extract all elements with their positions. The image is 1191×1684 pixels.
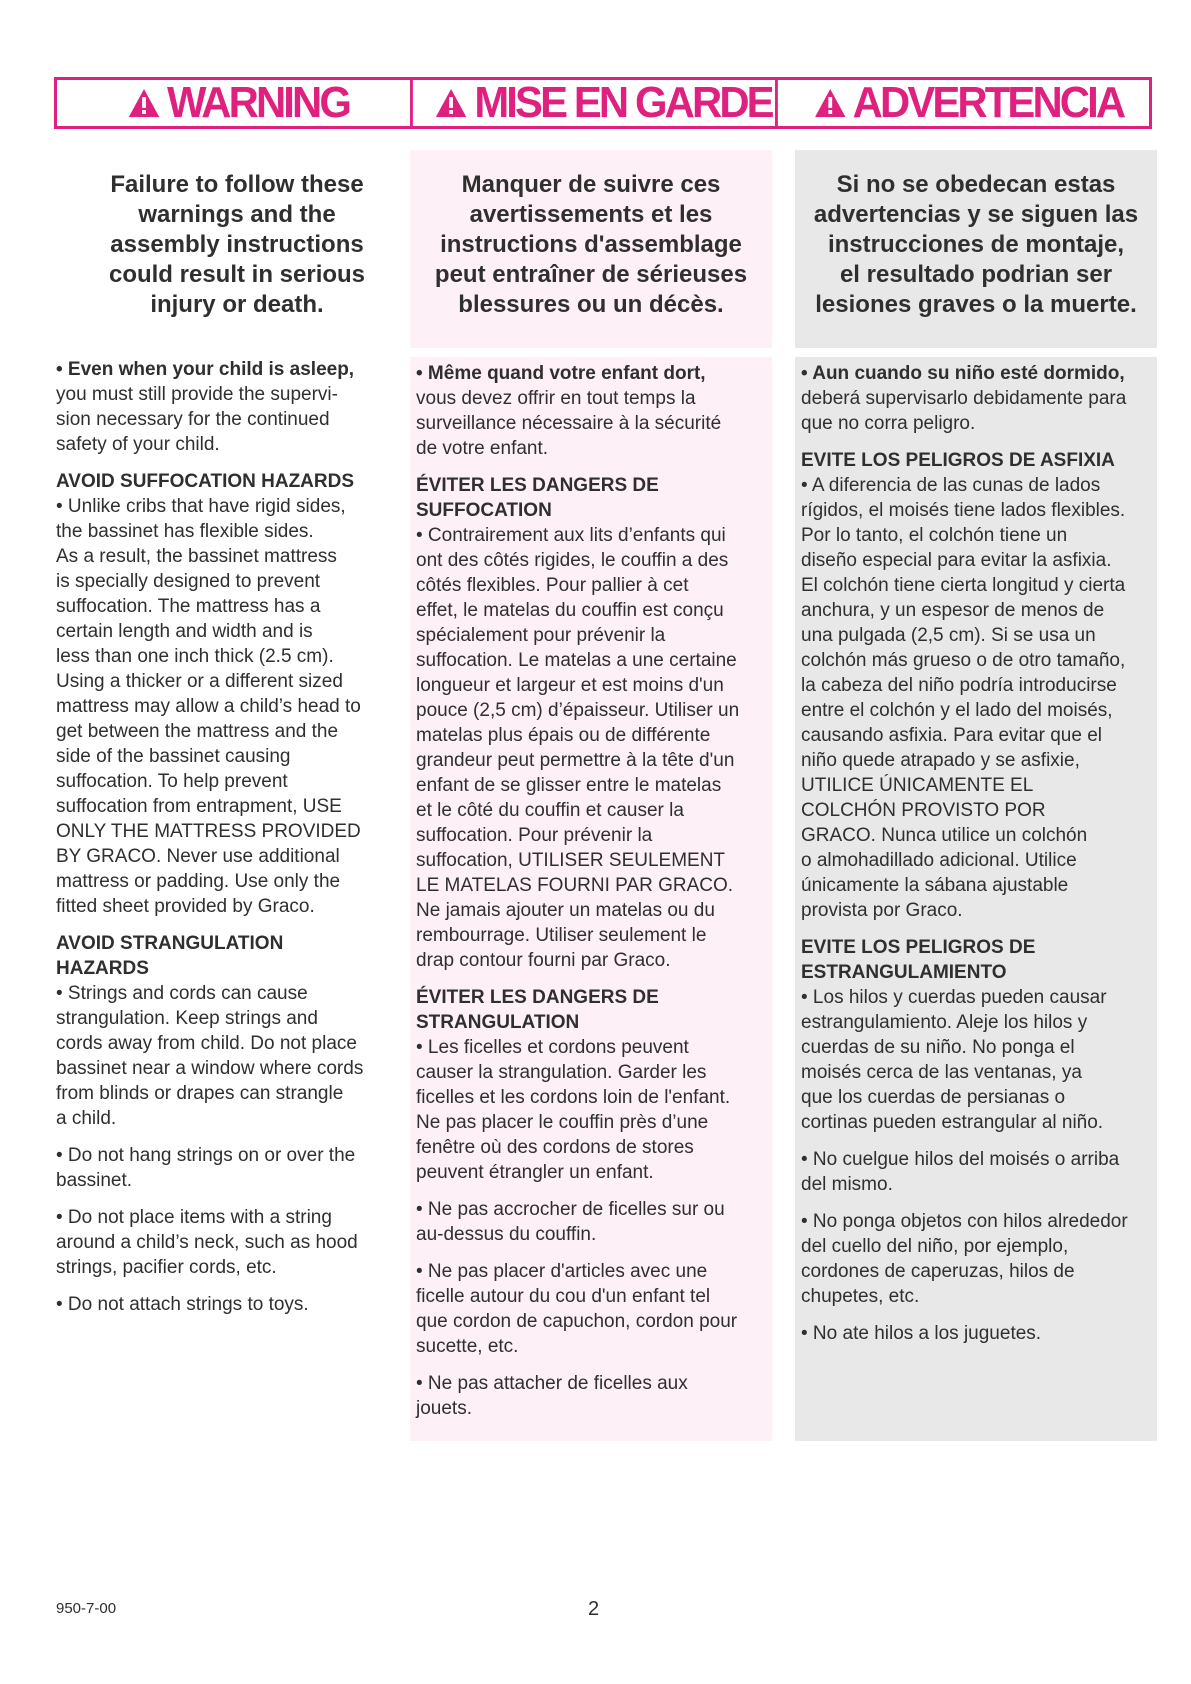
- intro-paragraph: • Aun cuando su niño esté dormido, deberá supervisarlo debidamente para que no corra peligro.: [801, 363, 1127, 434]
- bullet-neck-strings: • Ne pas placer d'articles avec une ficelle autour du cou d'un enfant tel que cordon de capuchon, cordon pour sucette, etc.: [416, 1261, 738, 1357]
- document-code: 950-7-00: [56, 1600, 117, 1617]
- suffocation-section: EVITE LOS PELIGROS DE ASFIXIA • A diferencia de las cunas de lados rígidos, el moisés tiene lados flexibles. Por lo tanto, el colchón tiene un diseño especial para evitar la asfixia. El colchón tiene cierta longitud y cierta anchura, y un espesor de menos de una pulgada (2,5 cm). Si se usa un colchón más grueso o de otro tamaño, la cabeza del niño podría introducirse entre el colchón y el lado del moisés, causando asfixia. Para evitar que el niño quede atrapado y se asfixie, UTILICE ÚNICAMENTE EL COLCHÓN PROVISTO POR GRACO. Nunca utilice un colchón o almohadillado adicional. Utilice únicamente la sábana ajustable provista por Graco.: [801, 450, 1126, 921]
- banner-title-en: WARNING: [166, 78, 350, 127]
- warning-triangle-icon: [434, 87, 468, 119]
- warning-banner: [54, 77, 1152, 129]
- bullet-toys: • Ne pas attacher de ficelles aux jouets.: [416, 1373, 688, 1419]
- bullet-neck-strings: • Do not place items with a string around a child’s neck, such as hood strings, pacifier cords, etc.: [56, 1207, 358, 1278]
- bullet-hang-strings: • Ne pas accrocher de ficelles sur ou au-dessus du couffin.: [416, 1199, 725, 1245]
- page-number: 2: [588, 1598, 600, 1620]
- bullet-toys: • No ate hilos a los juguetes.: [801, 1323, 1042, 1344]
- banner-title-fr: MISE EN GARDE: [474, 78, 772, 127]
- bullet-hang-strings: • No cuelgue hilos del moisés o arriba del mismo.: [801, 1149, 1120, 1195]
- intro-paragraph: • Même quand votre enfant dort, vous devez offrir en tout temps la surveillance nécessaire à la sécurité de votre enfant.: [416, 363, 722, 459]
- body-text-fr: [410, 357, 772, 1441]
- strangulation-section: ÉVITER LES DANGERS DE STRANGULATION • Les ficelles et cordons peuvent causer la strangulation. Garder les ficelles et les cordons loin de l'enfant. Ne pas placer le couffin près d’une fenêtre où des cordons de stores peuvent étrangler un enfant.: [416, 987, 731, 1183]
- suffocation-section: AVOID SUFFOCATION HAZARDS • Unlike cribs that have rigid sides, the bassinet has flexible sides. As a result, the bassinet mattress is specially designed to prevent suffocation. The mattress has a certain length and width and is less than one inch thick (2.5 cm). Using a thicker or a different sized mattress may allow a child’s head to get between the mattress and the side of the bassinet causing suffocation. To help prevent suffocation from entrapment, USE ONLY THE MATTRESS PROVIDED BY GRACO. Never use additional mattress or padding. Use only the fitted sheet provided by Graco.: [56, 471, 361, 917]
- headline-fr: Manquer de suivre ces avertissements et les instructions d'assemblage peut entraîner de sérieuses blessures ou un décès.: [410, 150, 772, 348]
- suffocation-section: ÉVITER LES DANGERS DE SUFFOCATION • Contrairement aux lits d’enfants qui ont des côtés rigides, le couffin a des côtés flexibles. Pour pallier à cet effet, le matelas du couffin est conçu spécialement pour prévenir la suffocation. Le matelas a une certaine longueur et largeur et est moins d'un pouce (2,5 cm) d’épaisseur. Utiliser un matelas plus épais ou de différente grandeur peut permettre à la tête d'un enfant de se glisser entre le matelas et le côté du couffin et causer la suffocation. Pour prévenir la suffocation, UTILISER SEULEMENT LE MATELAS FOURNI PAR GRACO. Ne jamais ajouter un matelas ou du rembourrage. Utiliser seulement le drap contour fourni par Graco.: [416, 475, 740, 971]
- bullet-toys: • Do not attach strings to toys.: [56, 1294, 309, 1315]
- body-text-es: [795, 357, 1157, 1441]
- banner-warning-es: [796, 80, 1140, 126]
- warning-triangle-icon: [127, 87, 161, 119]
- banner-warning-en: [66, 80, 413, 126]
- body-text-en: [56, 357, 386, 1329]
- banner-title-es: ADVERTENCIA: [852, 78, 1124, 127]
- intro-paragraph: • Even when your child is asleep, you must still provide the supervi- sion necessary for the continued safety of your child.: [56, 359, 355, 455]
- banner-warning-fr: [431, 80, 778, 126]
- headline-en: Failure to follow these warnings and the assembly instructions could result in serious injury or death.: [108, 171, 366, 318]
- bullet-neck-strings: • No ponga objetos con hilos alrededor del cuello del niño, por ejemplo, cordones de caperuzas, hilos de chupetes, etc.: [801, 1211, 1128, 1307]
- strangulation-section: EVITE LOS PELIGROS DE ESTRANGULAMIENTO • Los hilos y cuerdas pueden causar estrangulamiento. Aleje los hilos y cuerdas de su niño. No ponga el moisés cerca de las ventanas, ya que los cuerdas de persianas o cortinas pueden estrangular al niño.: [801, 937, 1107, 1133]
- headline-es: Si no se obedecan estas advertencias y se siguen las instrucciones de montaje, el resultado podrian ser lesiones graves o la muerte.: [795, 150, 1157, 348]
- warning-triangle-icon: [813, 87, 847, 119]
- bullet-hang-strings: • Do not hang strings on or over the bassinet.: [56, 1145, 356, 1191]
- strangulation-section: AVOID STRANGULATION HAZARDS • Strings and cords can cause strangulation. Keep strings and cords away from child. Do not place bassinet near a window where cords from blinds or drapes can strangle a child.: [56, 933, 364, 1129]
